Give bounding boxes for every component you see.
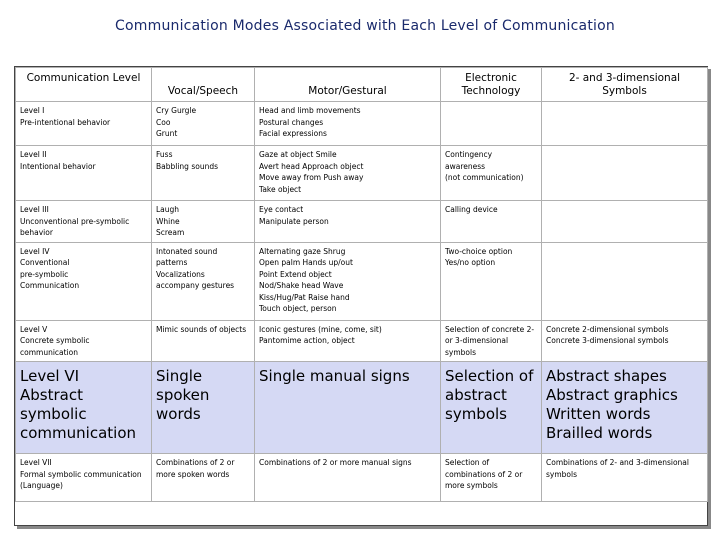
cell-line: Unconventional pre-symbolic behavior bbox=[20, 216, 130, 237]
cell-line: Cry Gurgle bbox=[156, 106, 197, 115]
cell-line: Concrete 3-dimensional symbols bbox=[546, 336, 669, 345]
cell-line: Contingency bbox=[445, 150, 493, 159]
table-body bbox=[16, 102, 708, 502]
cell-motor bbox=[255, 320, 441, 362]
cell-line: Brailled words bbox=[546, 424, 653, 442]
cell-line: Single manual signs bbox=[259, 367, 410, 385]
cell-line: Grunt bbox=[156, 129, 178, 138]
cell-line: Level V bbox=[20, 324, 48, 334]
cell-level bbox=[16, 362, 152, 454]
cell-line: Alternating gaze Shrug bbox=[259, 246, 346, 256]
table-row bbox=[16, 362, 708, 454]
cell-line: Communication bbox=[20, 281, 80, 290]
cell-line: Level IV bbox=[20, 246, 50, 256]
cell-line: Intentional behavior bbox=[20, 161, 96, 171]
cell-vocal bbox=[152, 320, 255, 362]
cell-line: Iconic gestures (mine, come, sit) bbox=[259, 324, 382, 334]
cell-level bbox=[16, 201, 152, 243]
header-electronic-technology: Electronic Technology bbox=[441, 68, 542, 102]
cell-line: Selection of abstract symbols bbox=[445, 367, 534, 423]
cell-line: pre-symbolic bbox=[20, 269, 69, 279]
header-symbols: 2- and 3-dimensional Symbols bbox=[542, 68, 708, 102]
cell-line: Level VII bbox=[20, 458, 52, 467]
cell-line: Combinations of 2 or more manual signs bbox=[259, 458, 412, 467]
cell-symbols bbox=[542, 454, 708, 502]
table-row bbox=[16, 102, 708, 146]
cell-vocal bbox=[152, 362, 255, 454]
cell-vocal bbox=[152, 102, 255, 146]
cell-line: Take object bbox=[259, 184, 302, 194]
cell-line: Yes/no option bbox=[445, 258, 496, 267]
cell-electronic bbox=[441, 102, 542, 146]
cell-line: Single spoken words bbox=[156, 367, 210, 423]
communication-modes-table bbox=[15, 67, 708, 502]
header-vocal-speech: Vocal/Speech bbox=[152, 68, 255, 102]
cell-motor bbox=[255, 102, 441, 146]
cell-line: Pre-intentional behavior bbox=[20, 117, 111, 127]
communication-table-frame bbox=[14, 66, 708, 526]
cell-line: Selection of concrete 2- or 3-dimensional symbols bbox=[445, 324, 535, 357]
cell-symbols bbox=[542, 102, 708, 146]
cell-line: Pantomime action, object bbox=[259, 336, 355, 345]
cell-vocal bbox=[152, 201, 255, 243]
page-title: Communication Modes Associated with Each Level of Communication bbox=[115, 18, 615, 34]
cell-line: Conventional bbox=[20, 258, 70, 267]
cell-line: Fuss bbox=[156, 150, 173, 159]
cell-line: Selection of combinations of 2 or more symbols bbox=[445, 458, 523, 490]
cell-line: Whine bbox=[156, 216, 180, 226]
cell-line: Formal symbolic communication (Language) bbox=[20, 469, 142, 490]
cell-electronic bbox=[441, 320, 542, 362]
cell-symbols bbox=[542, 320, 708, 362]
cell-line: Nod/Shake head Wave bbox=[259, 281, 344, 290]
cell-line: (not communication) bbox=[445, 173, 524, 182]
cell-line: Head and limb movements bbox=[259, 106, 361, 115]
cell-line: Level III bbox=[20, 205, 49, 214]
cell-line: Mimic sounds of objects bbox=[156, 324, 247, 334]
table-row bbox=[16, 454, 708, 502]
cell-line: Postural changes bbox=[259, 117, 324, 127]
cell-line: Combinations of 2 or more spoken words bbox=[156, 458, 235, 479]
cell-vocal bbox=[152, 454, 255, 502]
cell-electronic bbox=[441, 201, 542, 243]
cell-line: Point Extend object bbox=[259, 269, 332, 279]
cell-vocal bbox=[152, 242, 255, 320]
cell-line: Calling device bbox=[445, 205, 498, 214]
cell-electronic bbox=[441, 146, 542, 201]
cell-line: Eye contact bbox=[259, 205, 304, 214]
cell-level bbox=[16, 242, 152, 320]
cell-line: Written words bbox=[546, 405, 651, 423]
cell-line: Gaze at object Smile bbox=[259, 150, 337, 159]
cell-line: Manipulate person bbox=[259, 216, 329, 226]
cell-electronic bbox=[441, 454, 542, 502]
cell-electronic bbox=[441, 362, 542, 454]
cell-line: awareness bbox=[445, 161, 486, 171]
cell-line: Babbling sounds bbox=[156, 161, 218, 171]
table-row bbox=[16, 242, 708, 320]
cell-symbols bbox=[542, 146, 708, 201]
header-communication-level: Communication Level bbox=[16, 68, 152, 102]
cell-line: Touch object, person bbox=[259, 304, 337, 313]
cell-line: Kiss/Hug/Pat Raise hand bbox=[259, 292, 350, 302]
cell-line: Level II bbox=[20, 150, 47, 159]
table-row bbox=[16, 320, 708, 362]
cell-level bbox=[16, 454, 152, 502]
cell-motor bbox=[255, 242, 441, 320]
cell-line: Level I bbox=[20, 106, 45, 115]
cell-level bbox=[16, 102, 152, 146]
cell-symbols bbox=[542, 201, 708, 243]
cell-line: Abstract shapes bbox=[546, 367, 667, 385]
cell-vocal bbox=[152, 146, 255, 201]
table-row bbox=[16, 201, 708, 243]
cell-line: Concrete 2-dimensional symbols bbox=[546, 324, 669, 334]
cell-motor bbox=[255, 146, 441, 201]
cell-line: Open palm Hands up/out bbox=[259, 258, 353, 267]
cell-line: Abstract graphics bbox=[546, 386, 678, 404]
cell-line: Two-choice option bbox=[445, 246, 513, 256]
cell-electronic bbox=[441, 242, 542, 320]
cell-symbols bbox=[542, 362, 708, 454]
cell-line: Abstract symbolic communication bbox=[20, 386, 137, 442]
cell-motor bbox=[255, 362, 441, 454]
cell-line: Level VI bbox=[20, 367, 80, 385]
cell-line: Coo bbox=[156, 117, 171, 127]
cell-line: Vocalizations accompany gestures bbox=[156, 269, 235, 290]
table-row bbox=[16, 146, 708, 201]
cell-line: Move away from Push away bbox=[259, 173, 364, 182]
cell-line: Intonated sound patterns bbox=[156, 246, 218, 267]
cell-motor bbox=[255, 201, 441, 243]
cell-line: Laugh bbox=[156, 205, 180, 214]
cell-symbols bbox=[542, 242, 708, 320]
cell-motor bbox=[255, 454, 441, 502]
cell-line: Concrete symbolic communication bbox=[20, 336, 90, 357]
cell-line: Facial expressions bbox=[259, 129, 327, 138]
cell-level bbox=[16, 146, 152, 201]
header-motor-gestural: Motor/Gestural bbox=[255, 68, 441, 102]
cell-level bbox=[16, 320, 152, 362]
cell-line: Scream bbox=[156, 228, 185, 237]
cell-line: Combinations of 2- and 3-dimensional symbols bbox=[546, 458, 689, 479]
cell-line: Avert head Approach object bbox=[259, 161, 364, 171]
